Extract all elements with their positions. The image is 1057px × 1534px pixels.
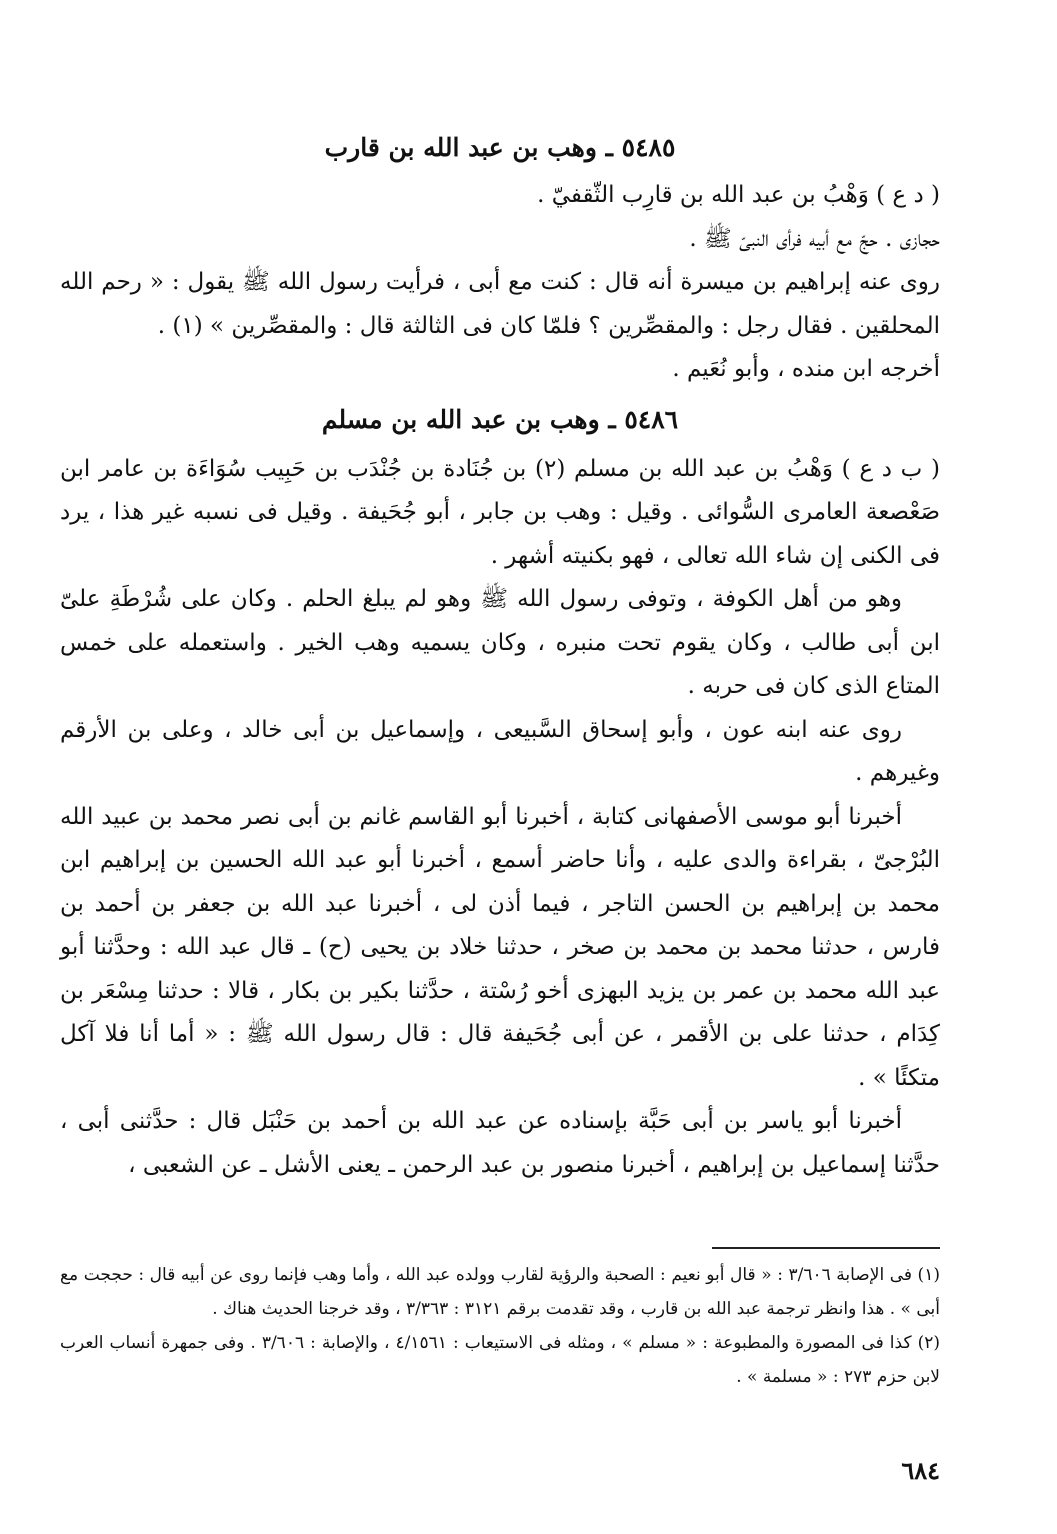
entry-paragraph: روى عنه ابنه عون ، وأبو إسحاق السَّبيعى ، وإسماعيل بن أبى خالد ، وعلى بن الأرقم وغيرهم . <box>60 716 940 786</box>
entry-paragraph: وهو من أهل الكوفة ، وتوفى رسول الله ﷺ وهو لم يبلغ الحلم . وكان على شُرْطَةِ علىّ ابن أبى طالب ، وكان يقوم تحت منبره ، وكان يسميه وهب الخير . واستعمله على خمس المتاع الذى كان فى حربه . <box>60 586 940 699</box>
footnote: (٢) كذا فى المصورة والمطبوعة : « مسلم » ، ومثله فى الاستيعاب : ٤/١٥٦١ ، والإصابة : ٣/٦٠٦ . وفى جمهرة أنساب العرب لابن حزم ٢٧٣ : « مسلمة » . <box>60 1333 940 1387</box>
entry-paragraph: روى عنه إبراهيم بن ميسرة أنه قال : كنت مع أبى ، فرأيت رسول الله ﷺ يقول : « رحم الله المحلقين . فقال رجل : والمقصِّرين ؟ فلمّا كان فى الثالثة قال : والمقصِّرين » (١) . <box>60 269 940 339</box>
entry-paragraph: ( ب د ع ) وَهْبُ بن عبد الله بن مسلم (٢) بن جُنَادة بن جُنْدَب بن حَبِيب سُوَاءَة بن عامر ابن صَعْصعة العامرى السُّوائى . وقيل : وهب بن جابر ، أبو جُحَيفة . وقيل فى نسبه غير هذا ، يرد فى الكنى إن شاء الله تعالى ، فهو بكنيته أشهر . <box>60 455 940 569</box>
entry-heading: ٥٤٨٥ ـ وهب بن عبد الله بن قارب <box>324 133 676 162</box>
entry-paragraph: أخبرنا أبو ياسر بن أبى حَبَّة بإسناده عن عبد الله بن أحمد بن حَنْبَل قال : حدَّثنى أبى ، حدَّثنا إسماعيل بن إبراهيم ، أخبرنا منصور بن عبد الرحمن ـ يعنى الأشل ـ عن الشعبى ، <box>60 1108 940 1178</box>
footnote: (١) فى الإصابة ٣/٦٠٦ : « قال أبو نعيم : الصحبة والرؤية لقارب وولده عبد الله ، وأما وهب فإنما روى عن أبيه قال : حججت مع أبى » . هذا وانظر ترجمة عبد الله بن قارب ، وقد تقدمت برقم ٣١٢١ : ٣/٣٦٣ ، وقد خرجنا الحديث هناك . <box>60 1265 940 1319</box>
page-number: ٦٨٤ <box>901 1456 940 1485</box>
footnote-divider <box>712 1247 940 1249</box>
entry-paragraph: حجازى . حجّ مع أبيه فرأى النبىّ ﷺ . <box>689 225 940 252</box>
entry-heading: ٥٤٨٦ ـ وهب بن عبد الله بن مسلم <box>321 404 679 434</box>
footnotes <box>60 1258 940 1394</box>
page-body <box>60 118 940 1187</box>
entry-paragraph: أخبرنا أبو موسى الأصفهانى كتابة ، أخبرنا أبو القاسم غانم بن أبى نصر محمد بن عبيد الله البُرْجىّ ، بقراءة والدى عليه ، وأنا حاضر أسمع ، أخبرنا أبو عبد الله الحسين بن إبراهيم ابن محمد بن إبراهيم بن الحسن التاجر ، فيما أذن لى ، أخبرنا عبد الله بن جعفر بن أحمد بن فارس ، حدثنا محمد بن محمد بن صخر ، حدثنا خلاد بن يحيى (ح) ـ قال عبد الله : وحدَّثنا أبو عبد الله محمد بن عمر بن يزيد البهزى أخو رُسْتة ، حدَّثنا بكير بن بكار ، قالا : حدثنا مِسْعَر بن كِدَام ، حدثنا على بن الأقمر ، عن أبى جُحَيفة قال : قال رسول الله ﷺ : « أما أنا فلا آكل متكئًا » . <box>60 803 940 1091</box>
entry-paragraph: أخرجه ابن منده ، وأبو نُعَيم . <box>672 356 940 382</box>
entry-paragraph: ( د ع ) وَهْبُ بن عبد الله بن قارِب الثّقفيّ . <box>537 182 940 208</box>
